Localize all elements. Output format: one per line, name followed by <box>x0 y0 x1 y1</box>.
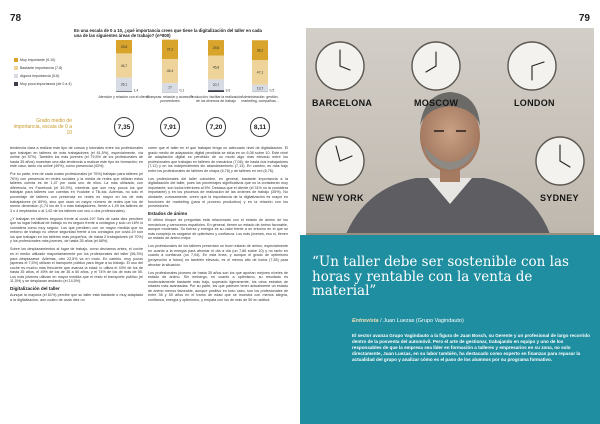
interview-byline <box>352 318 464 324</box>
body-paragraph: Los profesionales de los talleres presentan un buen estado de ánimo, especialmente en cuanto a la energía para afrontar el día a día (un 7,86 sobre 10) y no tanto en cuanto a confianza (un 7,04). En esta línea, y aunque el grado de optimismo (proyección a futuro) es también elevado, es el menos alto de todos (7,55) para afrontar la situación. <box>148 244 288 267</box>
bar-value-label: 20,7 <box>212 82 220 87</box>
body-paragraph: El último bloque de preguntas está relacionado con el estado de ánimo de los mecánicos y carroceros españoles. En general, tienen un estado de ánimo favorable, aunque moderado. Su fuerza y energía es su valor frente a un entorno en el que se más complejo es cargarse de optimismo y confianza. Los más jóvenes, eso sí, tienen un estado de ánimo mejor. <box>148 218 288 241</box>
body-paragraph: tendencia clara a realizar este tipo de cursos y tutoriales entre los profesionales que trabajan en talleres de más trabajadores (el 61,5%), especialmente, vía online (el 57%). También los más jóvenes (el 79,5% de los profesionales de hasta 35 años) muestran una alta tendencia a realizar este tipo de formación; en este caso, tanto vía online (49%), como presencial (43%). <box>10 146 143 169</box>
bar-value-label: 3,6 <box>225 88 231 93</box>
bar-value-label: 17 <box>168 85 172 90</box>
bar-value-label: 0,1 <box>179 88 185 93</box>
byline-kind: Entrevista <box>352 318 379 324</box>
bar-value-label: 38,2 <box>256 48 264 53</box>
section-heading: Estados de ánimo <box>148 211 188 217</box>
bar-value-label: 26,1 <box>120 82 128 87</box>
chart-title: En una escala de 0 a 10, ¿qué importancia crees que tiene la digitalización del taller en cada una de las siguientes áreas de trabajo? (n=800) <box>74 28 262 39</box>
body-paragraph: Por su parte, tres de cada cuatro profesionales (el 76%) trabajan para talleres (el 76%) con presencia en redes sociales y la media de redes que utilizan estos talleres cuenta es de 1,47 por cada uno de ellos. La más utilizada, con diferencia, es Facebook (el 49,3%), mientras que son muy pocos los que trabajan para talleres con cuentas en Youtube o Tik-tok. Además, no solo el porcentaje de talleres con presencia en redes es mayor en los de más trabajadores (el 89%), sino que usan un mayor número de redes que los de menor dimensión (1,74 los de 5 o más trabajadores, frente a 1,49 los talleres de 3 o 4 empleados o al 1,62 de los talleres con uno o dos profesionales). <box>10 172 143 213</box>
byline-name: Juan Luezas (Grupo Vagindauto) <box>383 318 464 324</box>
category-label: Compras: relación y acceso a proveedores <box>146 95 194 104</box>
bar-value-label: 46,7 <box>120 63 128 68</box>
bar-segment <box>116 91 132 92</box>
page-number-left: 78 <box>10 13 22 24</box>
bar-value-label: 37,2 <box>166 47 174 52</box>
text-column-1 <box>10 146 143 306</box>
byline-separator: / <box>380 318 382 324</box>
body-paragraph: Aunque la mayoría (el 61%) percibe que su taller está bastante o muy adaptado a la digitalización, aún cuatro de cada diez no <box>10 293 143 302</box>
category-label: Atención y relación con el cliente <box>98 95 150 99</box>
bar-value-label: 1,4 <box>133 88 139 93</box>
bar-value-label: 0,5 <box>269 88 275 93</box>
interview-headline: “Un taller debe ser sostenible con las horas y rentable con la venta de material” <box>312 254 569 299</box>
bar-value-label: 29,8 <box>212 46 220 50</box>
bar-value-label: 47,1 <box>256 70 264 75</box>
bar-value-label: 25,8 <box>120 44 128 49</box>
average-importance-label: Grado medio de importancia, escala de 0 a 10 <box>13 118 72 136</box>
legend-label: Muy importante (9-10) <box>20 58 56 62</box>
clock-label-moscow: MOSCOW <box>414 98 459 108</box>
body-paragraph: ¿Y trabajan en talleres seguros frente al covid-19? Seis de cada diez perciben que su lugar habitual de trabajo no es seguro frente a contagios y solo un 16% lo considera como muy seguro. Los que perciben con un mayor medida que su entorno de trabajo no ofrece seguridad frente a los contagios por covid-19 son los que trabajan en los talleres más pequeños, de hasta 2 trabajadores (el 70%) y los profesionales más jóvenes, de hasta 35 años (el 68%). <box>10 216 143 244</box>
body-paragraph: creen que el taller en el que trabajan tenga un adecuado nivel de digitalización. El grado medio de adaptación digital percibida se sitúa en un 6,08 sobre 10. Este nivel de adaptación digital es percibido de un modo algo más elevado entre los profesionales que trabajan en talleres de mecánica (7,06), de hasta dos trabajadores (7,12) y en los independientes sin abanderamiento (7,13). En cambio, es más bajo entre los profesionales de talleres de chapa (6,76) y de talleres en red (6,76). <box>148 146 288 173</box>
interview-photo <box>306 28 594 234</box>
body-paragraph: Los profesionales jóvenes de hasta 35 años son los que aportan mejores niveles de estado de ánimo. Sin embargo, en cuanto a optimismo, su resultado es moderadamente bastante más bajo, superado ligeramente, los otros estratos de edades más avanzadas. Por su parte, los que parecen tener actualmente un estado de ánimo menos favorable, aunque positivo en todo caso, son los profesionales de entre 36 y 50 años en el tramo de edad que se muestra con menos alegría, confianza, energía y optimismo, y empata con los de más de 50 en actitud. <box>148 270 288 302</box>
section-heading: Digitalización del taller <box>10 286 60 292</box>
bar-value-label: 13,7 <box>256 86 264 91</box>
score-circle-1: 7,35 <box>114 117 134 137</box>
page-number-right: 79 <box>578 13 590 24</box>
bar-value-label: 46,4 <box>166 69 174 74</box>
legend-label: Muy poca importancia (de 0 a 4) <box>20 82 72 86</box>
category-label: Producción: facilitar la realización de los diversos de trabajo <box>190 95 242 104</box>
clock-label-london: LONDON <box>514 98 555 108</box>
score-circle-4: 8,11 <box>250 117 270 137</box>
body-paragraph: Los profesionales del taller coinciden, en general, bastante importancia a la digitalización del taller, pues los porcentajes significativos que no la consideran muy importante, son todos inferiores al 5%. Destaca que el cliente (el 31% no la considera importante) y en los procesos de realización de las órdenes de trabajo (35%). No obstante, curiosamente, creen que la importancia de la digitalización es mayor en funciones de marketing (para el proceso productivo) y en la relación con los proveedores. <box>148 176 288 209</box>
score-circle-3: 7,20 <box>206 117 226 137</box>
clock-label-barcelona: BARCELONA <box>312 98 373 108</box>
clock-label-sydney: SYDNEY <box>540 193 579 203</box>
score-circle-2: 7,91 <box>160 117 180 137</box>
body-paragraph: Sobre los desplazamientos al lugar de trabajo, como decíamos antes, el coche es el medio utilizado mayoritariamente por los profesionales del taller (56,3%) para desplazarse. Además, otro 22,5% va en moto. En cambio, muy pocos (apenas el 7,5%) utilizan el transporte público para llegar a su trabajo. El uso del coche es mucho más frecuente que avanza la edad: lo utiliza el 40% de los de hasta 35 años, el 49% de los de 36 a 50 años, y el 74% de los de más de 50. Los más jóvenes utilizan en mayor medida que el resto el transporte público (el 11,5%) y se desplazan andando (el 14,5%). <box>10 247 143 284</box>
bar-segment <box>208 90 224 92</box>
photo-illustration <box>306 28 594 234</box>
legend-label: Alguna importancia (5-6) <box>20 74 60 78</box>
category-label: Administración: gestión, marketing, compañías... <box>241 95 279 104</box>
interview-lead: El sector avanza Grupo Vagindauto a la figura de Juan Bosch, su Gerente y un profesional de largo recorrido dentro de la posventa del automóvil. Pero el arte de gestionar, trabajando en equipo y uno de los responsables de que la empresa sea líder en formación a talleres y empresarios en su zona, no solo directamente, Juan Luezas, en su labor también, ha destacado como experto en finanzas para repasar la actualidad del grupo y analizar cómo es el paso de los alumnos por su programa formativo. <box>352 333 590 362</box>
clock-label-new-york: NEW YORK <box>312 193 364 203</box>
text-column-2 <box>148 146 288 306</box>
legend-label: Bastante importancia (7-8) <box>20 66 63 70</box>
bar-value-label: 45,8 <box>212 65 220 70</box>
